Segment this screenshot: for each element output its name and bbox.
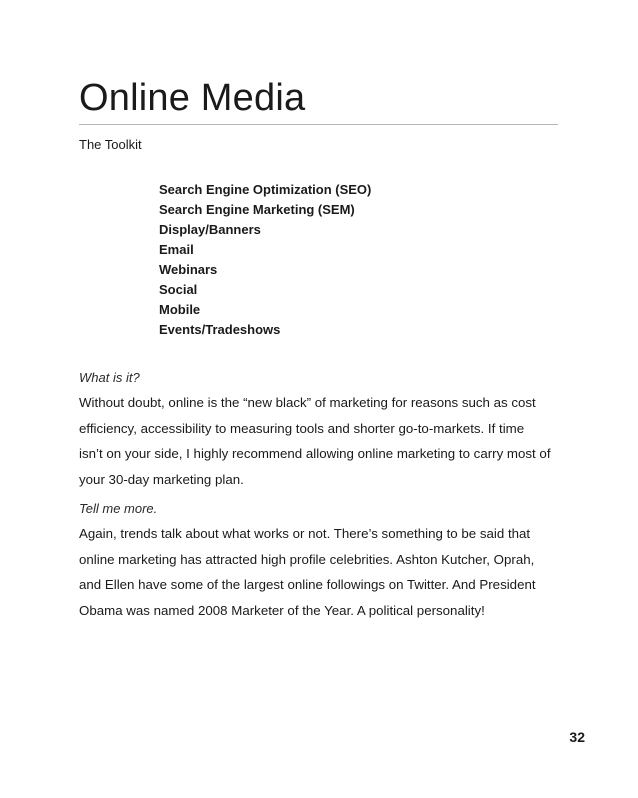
page-title: Online Media: [79, 77, 306, 119]
toolkit-item-sem: Search Engine Marketing (SEM): [159, 202, 355, 217]
body-line: Obama was named 2008 Marketer of the Year. A political personality!: [79, 602, 485, 618]
page-subtitle: The Toolkit: [79, 137, 142, 152]
body-line: online marketing has attracted high profile celebrities. Ashton Kutcher, Oprah,: [79, 551, 535, 567]
toolkit-item-social: Social: [159, 282, 198, 297]
toolkit-item-events: Events/Tradeshows: [159, 322, 281, 337]
page-number: 32: [569, 729, 585, 745]
toolkit-item-display: Display/Banners: [159, 222, 261, 237]
toolkit-item-email: Email: [159, 242, 194, 257]
section-label-tell-me-more: Tell me more.: [79, 501, 158, 516]
title-divider: [79, 124, 558, 125]
body-line: isn’t on your side, I highly recommend allowing online marketing to carry most of: [79, 446, 551, 461]
body-line: Again, trends talk about what works or not. There’s something to be said that: [79, 526, 531, 541]
body-line: efficiency, accessibility to measuring tools and shorter go-to-markets. If time: [79, 420, 525, 436]
body-line: your 30-day marketing plan.: [79, 471, 244, 487]
section-body-tell-me-more: [79, 521, 569, 623]
body-line: and Ellen have some of the largest online followings on Twitter. And President: [79, 577, 536, 592]
toolkit-item-seo: Search Engine Optimization (SEO): [159, 182, 372, 197]
section-label-what-is-it: What is it?: [79, 370, 140, 385]
toolkit-item-mobile: Mobile: [159, 302, 201, 317]
body-line: Without doubt, online is the “new black” of marketing for reasons such as cost: [79, 395, 536, 410]
toolkit-item-webinars: Webinars: [159, 262, 218, 277]
toolkit-list: [159, 180, 371, 340]
section-body-what-is-it: [79, 390, 569, 492]
